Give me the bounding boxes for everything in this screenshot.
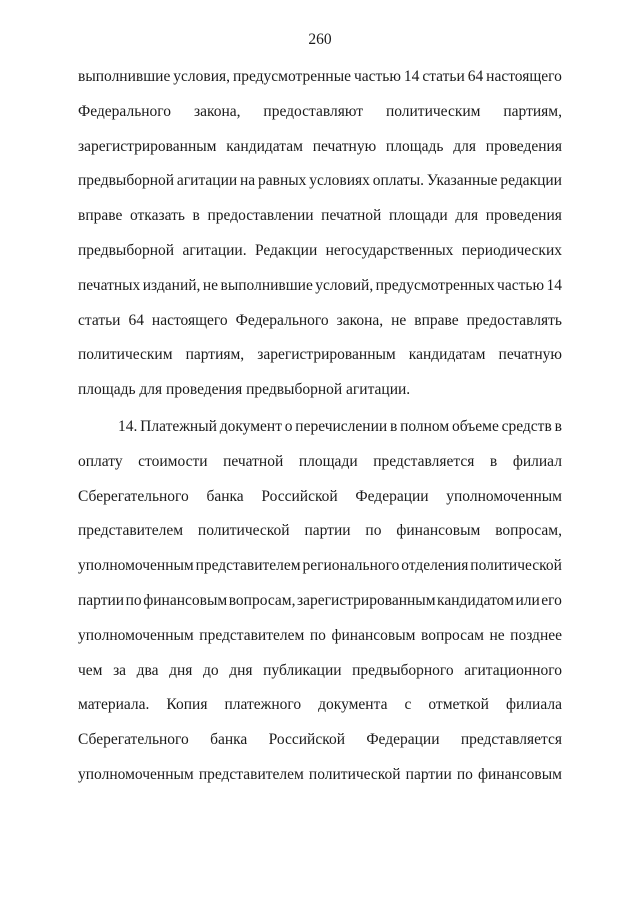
word: предвыборной <box>78 241 175 259</box>
word: 14. <box>118 417 138 435</box>
text-line <box>78 588 562 623</box>
word: зарегистрированным <box>78 137 217 155</box>
word: оплату <box>78 452 123 470</box>
word: уполномоченным <box>446 487 562 505</box>
word: редакции <box>500 172 562 190</box>
word: кандидатам <box>408 346 486 364</box>
word: или <box>515 591 540 609</box>
word: Федерации <box>355 487 429 505</box>
word: банка <box>210 731 248 749</box>
text-line <box>78 484 562 519</box>
word: до <box>203 661 219 679</box>
text-line <box>78 553 562 588</box>
word: 14 <box>403 68 420 85</box>
word: агитации. <box>182 241 247 259</box>
text-line <box>78 727 562 762</box>
word: Копия <box>166 696 208 714</box>
word: партиям, <box>503 102 562 120</box>
text-line <box>78 203 562 238</box>
word: платежного <box>224 696 302 714</box>
word: условий, <box>315 276 374 294</box>
word: агитации <box>176 172 238 190</box>
text-line <box>78 308 562 343</box>
word: финансовым <box>477 765 562 783</box>
word: проведения <box>485 207 562 225</box>
word: средств <box>501 417 552 435</box>
word: по <box>365 522 382 540</box>
word: настоящего <box>151 311 228 329</box>
word: уполномоченным <box>78 626 194 644</box>
word: печатную <box>312 137 377 155</box>
word: политической <box>197 522 290 540</box>
word: закона, <box>193 102 241 120</box>
word: по <box>456 765 473 783</box>
text-line <box>78 134 562 169</box>
word: материала. <box>78 696 150 714</box>
word: статьи <box>422 68 465 85</box>
word: выполнившие <box>220 276 313 294</box>
word: отметкой <box>428 696 489 714</box>
word: о <box>284 417 293 435</box>
word: в <box>389 417 398 435</box>
word: площади <box>388 207 448 225</box>
word: филиал <box>512 452 562 470</box>
word: условия, <box>173 68 230 85</box>
word: партии <box>78 591 125 609</box>
word: зарегистрированным <box>257 346 396 364</box>
word: по <box>125 591 142 609</box>
word: 14 <box>546 276 562 294</box>
word: предоставляют <box>263 102 364 120</box>
page-number: 260 <box>308 31 332 48</box>
word: для <box>453 137 477 155</box>
word: отделения <box>401 557 469 575</box>
word: вправе <box>78 207 123 225</box>
text-line <box>78 518 562 553</box>
word: проведения <box>485 137 562 155</box>
word: за <box>113 661 127 679</box>
word: Платежный <box>140 417 217 435</box>
word: кандидатом <box>437 591 514 609</box>
word: представителем <box>195 557 301 575</box>
word: статьи <box>78 311 121 329</box>
text-line <box>78 99 562 134</box>
text-line <box>78 273 562 308</box>
word: уполномоченным <box>78 557 194 575</box>
word: предвыборной <box>78 172 175 190</box>
word: позднее <box>510 626 562 644</box>
word: политическим <box>385 102 481 120</box>
word: не <box>391 311 407 329</box>
word: кандидатам <box>226 137 303 155</box>
word: печатной <box>223 452 284 470</box>
word: перечислении <box>295 417 388 435</box>
word: 64 <box>467 68 484 85</box>
word: для <box>455 207 479 225</box>
text-line <box>78 238 562 273</box>
word: агитационного <box>464 661 562 679</box>
word: площади <box>298 452 358 470</box>
word: его <box>541 591 562 609</box>
text-line <box>78 64 562 99</box>
word: уполномоченным <box>78 765 194 783</box>
word: дня <box>229 661 253 679</box>
body-text <box>78 64 562 797</box>
word: не <box>202 276 219 294</box>
word: изданий, <box>142 276 201 294</box>
word: вопросам, <box>228 591 296 609</box>
word: печатных <box>78 276 141 294</box>
word: предоставлять <box>466 311 562 329</box>
word: частью <box>497 276 545 294</box>
word: публикации <box>263 661 342 679</box>
word: Российской <box>261 487 338 505</box>
text-line <box>78 414 562 449</box>
word: финансовым <box>331 626 416 644</box>
word: финансовым <box>396 522 481 540</box>
text-line <box>78 762 562 797</box>
word: Федерации <box>366 731 440 749</box>
word: вопросам, <box>495 522 562 540</box>
word: документ <box>219 417 282 435</box>
word: политической <box>470 557 562 575</box>
word: отказать <box>129 207 185 225</box>
word: на <box>240 172 256 190</box>
word: чем <box>78 661 103 679</box>
word: Редакции <box>254 241 318 259</box>
word: финансовым <box>143 591 228 609</box>
word: Федерального <box>235 311 329 329</box>
word: партии <box>405 765 452 783</box>
word: Указанные <box>426 172 498 190</box>
word: партии <box>304 522 351 540</box>
word: с <box>404 696 412 714</box>
word: Сберегательного <box>78 731 189 749</box>
word: объеме <box>451 417 499 435</box>
word: документа <box>318 696 388 714</box>
word: представляется <box>373 452 475 470</box>
text-line <box>78 342 562 377</box>
word: условиях <box>309 172 370 190</box>
word: закона, <box>336 311 384 329</box>
word: два <box>136 661 159 679</box>
word: предоставлении <box>207 207 314 225</box>
word: филиала <box>505 696 562 714</box>
word: стоимости <box>138 452 208 470</box>
word: политическим <box>78 346 173 364</box>
word: 64 <box>128 311 144 329</box>
word: печатной <box>321 207 382 225</box>
word: не <box>489 626 505 644</box>
word: в <box>554 417 562 435</box>
word: регионального <box>302 557 400 575</box>
word: представителем <box>78 522 184 540</box>
word: предвыборного <box>352 661 454 679</box>
text-line <box>78 623 562 658</box>
word: печатную <box>498 346 562 364</box>
word: Российской <box>268 731 346 749</box>
word: по <box>309 626 326 644</box>
word: частью <box>353 68 401 85</box>
word: представителем <box>199 626 305 644</box>
word: представляется <box>460 731 562 749</box>
word: банка <box>206 487 244 505</box>
word: Федерального <box>78 102 172 120</box>
word: Сберегательного <box>78 487 189 505</box>
text-line <box>78 168 562 203</box>
text-line <box>78 692 562 727</box>
text-line <box>78 658 562 693</box>
word: дня <box>169 661 193 679</box>
text-line: площадь для проведения предвыборной агитации. <box>78 381 411 399</box>
word: полном <box>400 417 450 435</box>
word: вопросам <box>420 626 484 644</box>
word: зарегистрированным <box>297 591 436 609</box>
word: партиям, <box>185 346 245 364</box>
word: в <box>192 207 200 225</box>
word: предусмотренные <box>232 68 352 85</box>
word: площадь <box>385 137 444 155</box>
text-line <box>78 449 562 484</box>
word: негосударственных <box>325 241 454 259</box>
word: настоящего <box>486 68 562 85</box>
word: периодических <box>461 241 562 259</box>
word: представителем <box>198 765 304 783</box>
word: политической <box>308 765 401 783</box>
word: в <box>489 452 498 470</box>
word: выполнившие <box>78 68 171 85</box>
word: оплаты. <box>372 172 425 190</box>
word: предусмотренных <box>375 276 495 294</box>
word: вправе <box>414 311 459 329</box>
word: равных <box>258 172 307 190</box>
